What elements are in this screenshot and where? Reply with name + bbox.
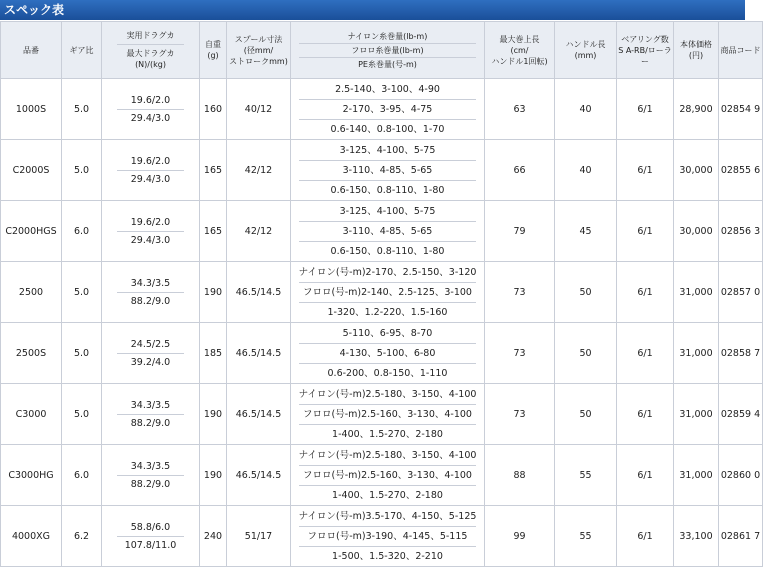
cell-drag <box>102 201 200 262</box>
cell-max-wind: 99 <box>485 506 555 567</box>
header-price-label: 本体価格 <box>680 40 712 49</box>
cell-handle: 55 <box>555 445 617 506</box>
cell-drag <box>102 262 200 323</box>
cell-product-code: 02857 0 <box>719 262 763 323</box>
header-gear: ギア比 <box>62 22 102 79</box>
header-line-capacity <box>291 22 485 79</box>
cell-model: C2000S <box>1 140 62 201</box>
table-row <box>1 201 763 262</box>
cell-drag <box>102 323 200 384</box>
cell-weight: 160 <box>200 79 227 140</box>
cell-handle: 50 <box>555 323 617 384</box>
cell-product-code: 02855 6 <box>719 140 763 201</box>
cell-bearing: 6/1 <box>617 445 674 506</box>
spec-table <box>0 21 763 567</box>
header-max-wind <box>485 22 555 79</box>
cell-price: 31,000 <box>674 384 719 445</box>
cell-handle: 55 <box>555 506 617 567</box>
cell-line-fluoro: フロロ(号-m)2.5-160、3-130、4-100 <box>299 404 476 424</box>
cell-gear: 5.0 <box>62 140 102 201</box>
cell-product-code: 02854 9 <box>719 79 763 140</box>
cell-price: 30,000 <box>674 201 719 262</box>
cell-gear: 5.0 <box>62 79 102 140</box>
cell-handle: 40 <box>555 79 617 140</box>
cell-drag-max: 29.4/3.0 <box>117 231 185 246</box>
cell-line-nylon: 5-110、6-95、8-70 <box>342 327 433 339</box>
cell-max-wind: 63 <box>485 79 555 140</box>
cell-drag <box>102 384 200 445</box>
cell-line-fluoro: 2-170、3-95、4-75 <box>299 99 476 119</box>
cell-drag-practical: 34.3/3.5 <box>130 460 171 472</box>
header-line-pe: PE糸巻量(号-m) <box>299 57 476 71</box>
cell-line-pe: 1-400、1.5-270、2-180 <box>299 424 476 444</box>
header-bearing-unit: S A-RB/ローラー <box>618 45 672 66</box>
header-spool-label: スプール寸法 <box>234 34 283 44</box>
cell-bearing: 6/1 <box>617 79 674 140</box>
header-handle <box>555 22 617 79</box>
header-weight-label: 自重 <box>205 40 221 49</box>
cell-drag-practical: 58.8/6.0 <box>130 521 171 533</box>
cell-spool: 46.5/14.5 <box>227 445 291 506</box>
header-drag-max: 最大ドラグカ <box>117 44 185 59</box>
cell-line-capacity <box>291 201 485 262</box>
table-row <box>1 506 763 567</box>
cell-model: 2500 <box>1 262 62 323</box>
cell-bearing: 6/1 <box>617 506 674 567</box>
cell-handle: 50 <box>555 262 617 323</box>
cell-bearing: 6/1 <box>617 323 674 384</box>
cell-model: C2000HGS <box>1 201 62 262</box>
header-drag-unit: (N)/(kg) <box>135 60 166 69</box>
cell-price: 31,000 <box>674 323 719 384</box>
cell-spool: 46.5/14.5 <box>227 262 291 323</box>
cell-line-pe: 1-500、1.5-320、2-210 <box>299 546 476 566</box>
cell-drag-practical: 19.6/2.0 <box>130 155 171 167</box>
cell-handle: 45 <box>555 201 617 262</box>
cell-line-fluoro: 3-110、4-85、5-65 <box>299 160 476 180</box>
cell-line-nylon: ナイロン(号-m)2-170、2.5-150、3-120 <box>298 266 477 278</box>
header-model: 品番 <box>1 22 62 79</box>
cell-price: 30,000 <box>674 140 719 201</box>
cell-handle: 50 <box>555 384 617 445</box>
cell-drag <box>102 140 200 201</box>
cell-product-code: 02859 4 <box>719 384 763 445</box>
cell-line-pe: 0.6-200、0.8-150、1-110 <box>299 363 476 383</box>
cell-line-fluoro: フロロ(号-m)3-190、4-145、5-115 <box>299 526 476 546</box>
cell-line-pe: 1-400、1.5-270、2-180 <box>299 485 476 505</box>
cell-drag-practical: 34.3/3.5 <box>130 277 171 289</box>
table-row <box>1 262 763 323</box>
header-product-code: 商品コード <box>719 22 763 79</box>
cell-price: 28,900 <box>674 79 719 140</box>
cell-weight: 165 <box>200 140 227 201</box>
cell-drag-max: 88.2/9.0 <box>117 292 185 307</box>
cell-gear: 5.0 <box>62 384 102 445</box>
cell-drag-practical: 19.6/2.0 <box>130 94 171 106</box>
cell-drag-max: 39.2/4.0 <box>117 353 185 368</box>
cell-max-wind: 88 <box>485 445 555 506</box>
cell-product-code: 02860 0 <box>719 445 763 506</box>
cell-line-nylon: 3-125、4-100、5-75 <box>339 205 436 217</box>
cell-line-capacity <box>291 262 485 323</box>
header-spool-unit2: ストロークmm) <box>229 56 288 66</box>
header-drag-practical: 実用ドラグカ <box>126 31 175 40</box>
cell-max-wind: 73 <box>485 384 555 445</box>
cell-bearing: 6/1 <box>617 262 674 323</box>
cell-line-nylon: ナイロン(号-m)3.5-170、4-150、5-125 <box>298 510 477 522</box>
cell-bearing: 6/1 <box>617 201 674 262</box>
cell-drag-max: 88.2/9.0 <box>117 414 185 429</box>
cell-product-code: 02856 3 <box>719 201 763 262</box>
cell-line-pe: 0.6-150、0.8-110、1-80 <box>299 241 476 261</box>
cell-price: 31,000 <box>674 445 719 506</box>
cell-model: 4000XG <box>1 506 62 567</box>
cell-max-wind: 66 <box>485 140 555 201</box>
cell-product-code: 02858 7 <box>719 323 763 384</box>
cell-line-nylon: ナイロン(号-m)2.5-180、3-150、4-100 <box>298 449 477 461</box>
cell-line-capacity <box>291 384 485 445</box>
cell-drag <box>102 445 200 506</box>
cell-line-capacity <box>291 445 485 506</box>
table-row <box>1 79 763 140</box>
cell-drag <box>102 506 200 567</box>
cell-spool: 51/17 <box>227 506 291 567</box>
cell-line-capacity <box>291 323 485 384</box>
cell-max-wind: 73 <box>485 262 555 323</box>
cell-bearing: 6/1 <box>617 384 674 445</box>
cell-bearing: 6/1 <box>617 140 674 201</box>
cell-gear: 6.2 <box>62 506 102 567</box>
cell-max-wind: 79 <box>485 201 555 262</box>
header-max-wind-unit1: (cm/ <box>510 45 529 55</box>
cell-spool: 42/12 <box>227 140 291 201</box>
cell-model: 2500S <box>1 323 62 384</box>
cell-line-capacity <box>291 140 485 201</box>
cell-weight: 190 <box>200 262 227 323</box>
cell-line-capacity <box>291 506 485 567</box>
table-row <box>1 384 763 445</box>
cell-drag-practical: 34.3/3.5 <box>130 399 171 411</box>
cell-price: 31,000 <box>674 262 719 323</box>
table-row <box>1 445 763 506</box>
cell-product-code: 02861 7 <box>719 506 763 567</box>
cell-spool: 40/12 <box>227 79 291 140</box>
cell-line-fluoro: フロロ(号-m)2.5-160、3-130、4-100 <box>299 465 476 485</box>
cell-weight: 185 <box>200 323 227 384</box>
cell-handle: 40 <box>555 140 617 201</box>
header-spool <box>227 22 291 79</box>
cell-line-nylon: 3-125、4-100、5-75 <box>339 144 436 156</box>
cell-line-fluoro: フロロ(号-m)2-140、2.5-125、3-100 <box>299 282 476 302</box>
cell-drag-max: 88.2/9.0 <box>117 475 185 490</box>
cell-drag <box>102 79 200 140</box>
cell-price: 33,100 <box>674 506 719 567</box>
header-bearing <box>617 22 674 79</box>
header-row <box>1 22 763 79</box>
cell-line-pe: 0.6-140、0.8-100、1-70 <box>299 119 476 139</box>
header-spool-unit1: (径mm/ <box>243 45 274 55</box>
cell-weight: 190 <box>200 445 227 506</box>
cell-drag-max: 29.4/3.0 <box>117 109 185 124</box>
cell-weight: 165 <box>200 201 227 262</box>
header-max-wind-label: 最大巻上長 <box>499 34 540 44</box>
cell-model: 1000S <box>1 79 62 140</box>
header-weight <box>200 22 227 79</box>
cell-max-wind: 73 <box>485 323 555 384</box>
table-row <box>1 140 763 201</box>
cell-drag-practical: 19.6/2.0 <box>130 216 171 228</box>
cell-weight: 190 <box>200 384 227 445</box>
header-handle-label: ハンドル長 <box>565 40 606 49</box>
cell-spool: 42/12 <box>227 201 291 262</box>
header-drag <box>102 22 200 79</box>
cell-line-nylon: 2.5-140、3-100、4-90 <box>335 83 440 95</box>
header-price <box>674 22 719 79</box>
cell-spool: 46.5/14.5 <box>227 384 291 445</box>
cell-drag-max: 107.8/11.0 <box>117 536 185 551</box>
header-price-unit: (円) <box>688 51 704 60</box>
cell-drag-max: 29.4/3.0 <box>117 170 185 185</box>
header-handle-unit: (mm) <box>574 51 597 60</box>
cell-line-capacity <box>291 79 485 140</box>
cell-line-fluoro: 4-130、5-100、6-80 <box>299 343 476 363</box>
header-max-wind-unit2: ハンドル1回転) <box>491 56 548 66</box>
header-bearing-label: ベアリング数 <box>621 34 669 44</box>
cell-gear: 5.0 <box>62 323 102 384</box>
table-row <box>1 323 763 384</box>
cell-gear: 6.0 <box>62 201 102 262</box>
cell-gear: 5.0 <box>62 262 102 323</box>
cell-weight: 240 <box>200 506 227 567</box>
header-line-fluoro: フロロ糸巻量(lb-m) <box>299 43 476 57</box>
cell-drag-practical: 24.5/2.5 <box>130 338 171 350</box>
cell-spool: 46.5/14.5 <box>227 323 291 384</box>
cell-line-nylon: ナイロン(号-m)2.5-180、3-150、4-100 <box>298 388 477 400</box>
cell-model: C3000 <box>1 384 62 445</box>
cell-line-pe: 1-320、1.2-220、1.5-160 <box>299 302 476 322</box>
cell-line-pe: 0.6-150、0.8-110、1-80 <box>299 180 476 200</box>
header-weight-unit: (g) <box>207 51 219 60</box>
spec-table-title: スペック表 <box>0 0 745 20</box>
header-line-nylon: ナイロン糸巻量(lb-m) <box>347 31 428 41</box>
cell-line-fluoro: 3-110、4-85、5-65 <box>299 221 476 241</box>
cell-model: C3000HG <box>1 445 62 506</box>
cell-gear: 6.0 <box>62 445 102 506</box>
